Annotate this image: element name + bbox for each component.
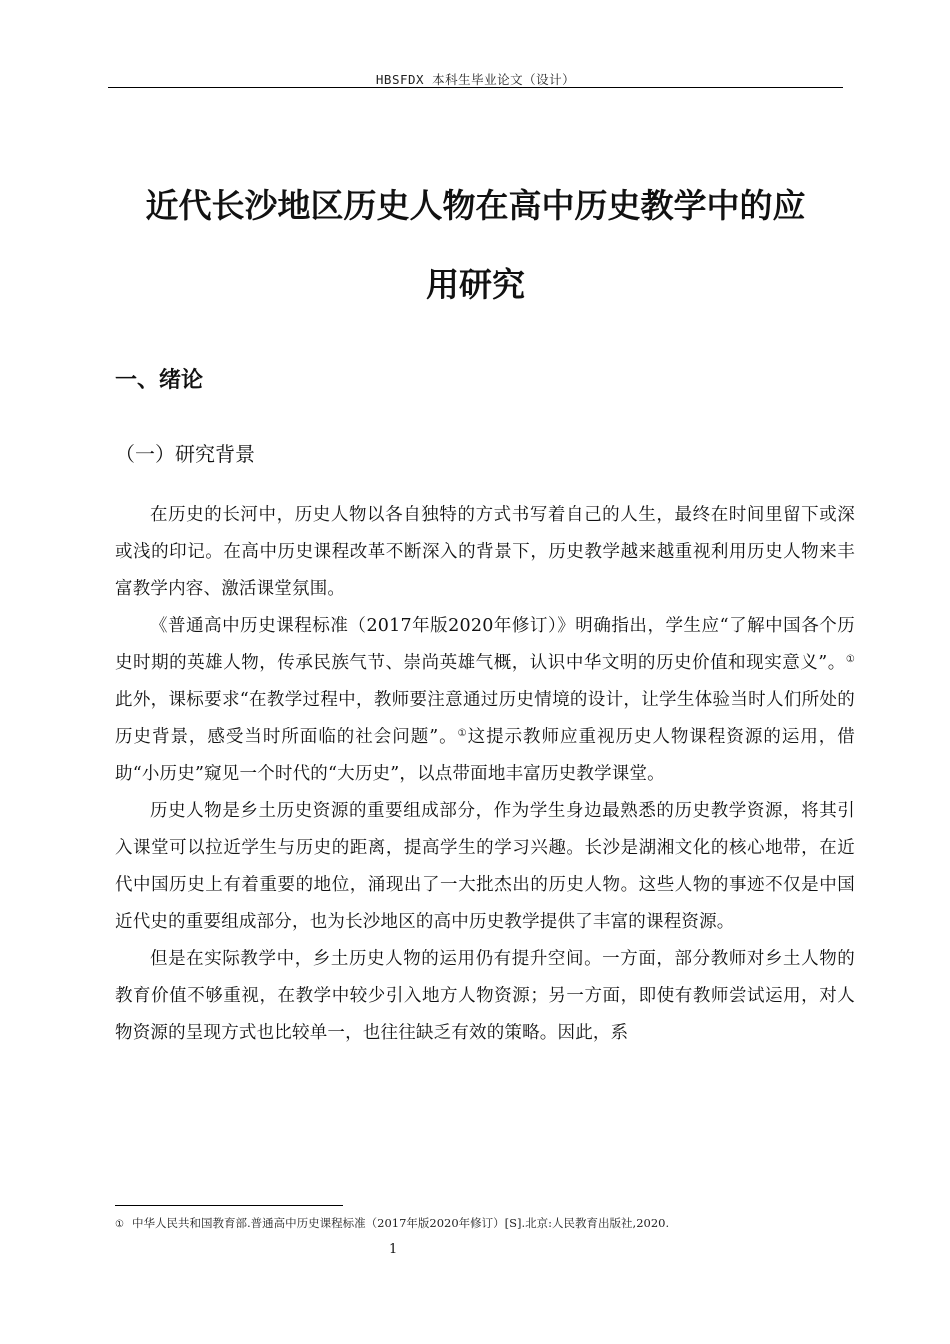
paragraph-1: 在历史的长河中，历史人物以各自独特的方式书写着自己的人生，最终在时间里留下或深或浅的印记。在高中历史课程改革不断深入的背景下，历史教学越来越重视利用历史人物来丰富教学内容、激活课堂氛围。 xyxy=(115,505,855,599)
paper-title-line-2: 用研究 xyxy=(426,265,525,304)
paragraph-2-part-3: 这提示教师应重视历史人物课程资源的运用，借助“小历史”窥见一个时代的“大历史”，以点带面地丰富历史教学课堂。 xyxy=(115,727,855,784)
body-text xyxy=(115,497,855,1052)
footnote xyxy=(115,1215,669,1231)
footnote-rule xyxy=(115,1205,343,1206)
paragraph-2-part-2: 此外，课标要求“在教学过程中，教师要注意通过历史情境的设计，让学生体验当时人们所处的历史背景，感受当时所面临的社会问题”。 xyxy=(115,690,855,747)
subsection-heading: （一）研究背景 xyxy=(115,442,255,466)
page-header: HBSFDX 本科生毕业论文（设计） xyxy=(375,72,576,87)
section-heading: 一、绪论 xyxy=(115,368,204,393)
footnote-text: 中华人民共和国教育部.普通高中历史课程标准（2017年版2020年修订）[S].北京:人民教育出版社,2020. xyxy=(131,1216,670,1230)
page-number: 1 xyxy=(389,1242,398,1257)
footnote-ref[interactable]: ① xyxy=(457,728,468,739)
footnote-mark: ① xyxy=(115,1219,124,1230)
paragraph-2-part-1: 《普通高中历史课程标准（2017年版2020年修订）》明确指出，学生应“了解中国各个历史时期的英雄人物，传承民族气节、崇尚英雄气概，认识中华文明的历史价值和现实意义”。 xyxy=(115,616,855,673)
header-rule xyxy=(108,87,843,88)
paper-title-line-1: 近代长沙地区历史人物在高中历史教学中的应 xyxy=(145,186,806,225)
paragraph-4: 但是在实际教学中，乡土历史人物的运用仍有提升空间。一方面，部分教师对乡土人物的教育价值不够重视，在教学中较少引入地方人物资源；另一方面，即使有教师尝试运用，对人物资源的呈现方式也比较单一，也往往缺乏有效的策略。因此，系 xyxy=(115,949,855,1043)
paragraph-2 xyxy=(115,608,855,793)
paragraph-3: 历史人物是乡土历史资源的重要组成部分，作为学生身边最熟悉的历史教学资源，将其引入课堂可以拉近学生与历史的距离，提高学生的学习兴趣。长沙是湖湘文化的核心地带，在近代中国历史上有着重要的地位，涌现出了一大批杰出的历史人物。这些人物的事迹不仅是中国近代史的重要组成部分，也为长沙地区的高中历史教学提供了丰富的课程资源。 xyxy=(115,801,855,932)
footnote-ref[interactable]: ① xyxy=(845,654,855,665)
